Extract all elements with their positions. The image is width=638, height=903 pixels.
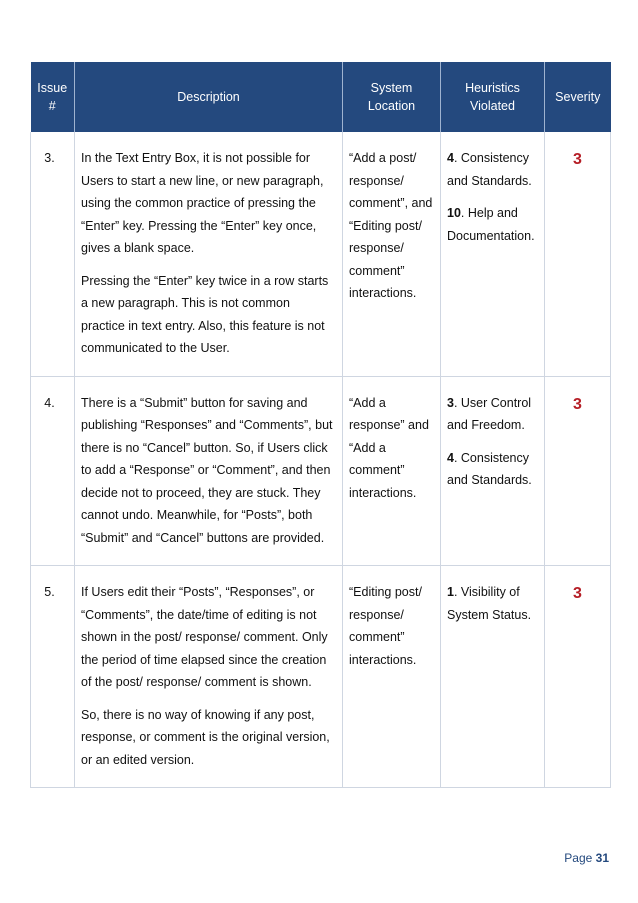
issue-description [75,376,343,566]
description-header: Description [75,62,343,132]
description-paragraph: Pressing the “Enter” key twice in a row starts a new paragraph. This is not common practice in text entry. Also, this feature is not communicated to the User. [81,273,329,355]
table-header-row [31,62,611,132]
table-row [31,566,611,788]
page-label: Page [564,851,593,865]
severity-cell [545,376,611,566]
heuristic-item: 3. User Control and Freedom. [447,395,532,432]
heuristics-violated [441,132,545,376]
table-row [31,132,611,376]
heuristics-violated [441,376,545,566]
severity-cell [545,132,611,376]
severity-rating: 3 [573,395,582,413]
description-paragraph: So, there is no way of knowing if any post, response, or comment is the original version, or an edited version. [81,707,330,767]
system-location-header: System Location [343,62,441,132]
system-location: “Add a response” and “Add a comment” interactions. [343,376,441,566]
heuristic-evaluation-table [30,62,611,788]
page-number [564,851,609,865]
severity-header: Severity [545,62,611,132]
issue-description [75,566,343,788]
heuristics-violated-header: Heuristics Violated [441,62,545,132]
issue-number: 4. [31,376,75,566]
heuristic-item: 10. Help and Documentation. [447,206,535,243]
description-paragraph: If Users edit their “Posts”, “Responses”, or “Comments”, the date/time of editing is not shown in the post/ response/ comment. Only the period of time elapsed since the creation of the post/ response/ comment is shown. [81,585,328,689]
heuristic-item: 4. Consistency and Standards. [447,450,532,487]
severity-rating: 3 [573,585,582,602]
system-location: “Editing post/ response/ comment” interactions. [343,566,441,788]
table-row [31,376,611,566]
issue-description [75,132,343,376]
heuristics-violated [441,566,545,788]
heuristic-item: 4. Consistency and Standards. [447,151,532,188]
description-paragraph: In the Text Entry Box, it is not possible for Users to start a new line, or new paragraph, using the common practice of pressing the “Enter” key. Pressing the “Enter” key once, gives a blank space. [81,151,324,255]
severity-cell [545,566,611,788]
description-paragraph: There is a “Submit” button for saving and publishing “Responses” and “Comments”, but there is no “Cancel” button. So, if Users click to add a “Response” or “Comment”, and then decide not to proceed, they are stuck. They cannot undo. Meanwhile, for “Posts”, both “Submit” and “Cancel” buttons are provided. [81,395,333,545]
page-number-value: 31 [595,851,609,865]
severity-rating: 3 [573,151,582,168]
system-location: “Add a post/ response/ comment”, and “Editing post/ response/ comment” interactions. [343,132,441,376]
issue-number: 3. [31,132,75,376]
issue-number-header: Issue # [31,62,75,132]
heuristic-item: 1. Visibility of System Status. [447,585,532,622]
issue-number: 5. [31,566,75,788]
